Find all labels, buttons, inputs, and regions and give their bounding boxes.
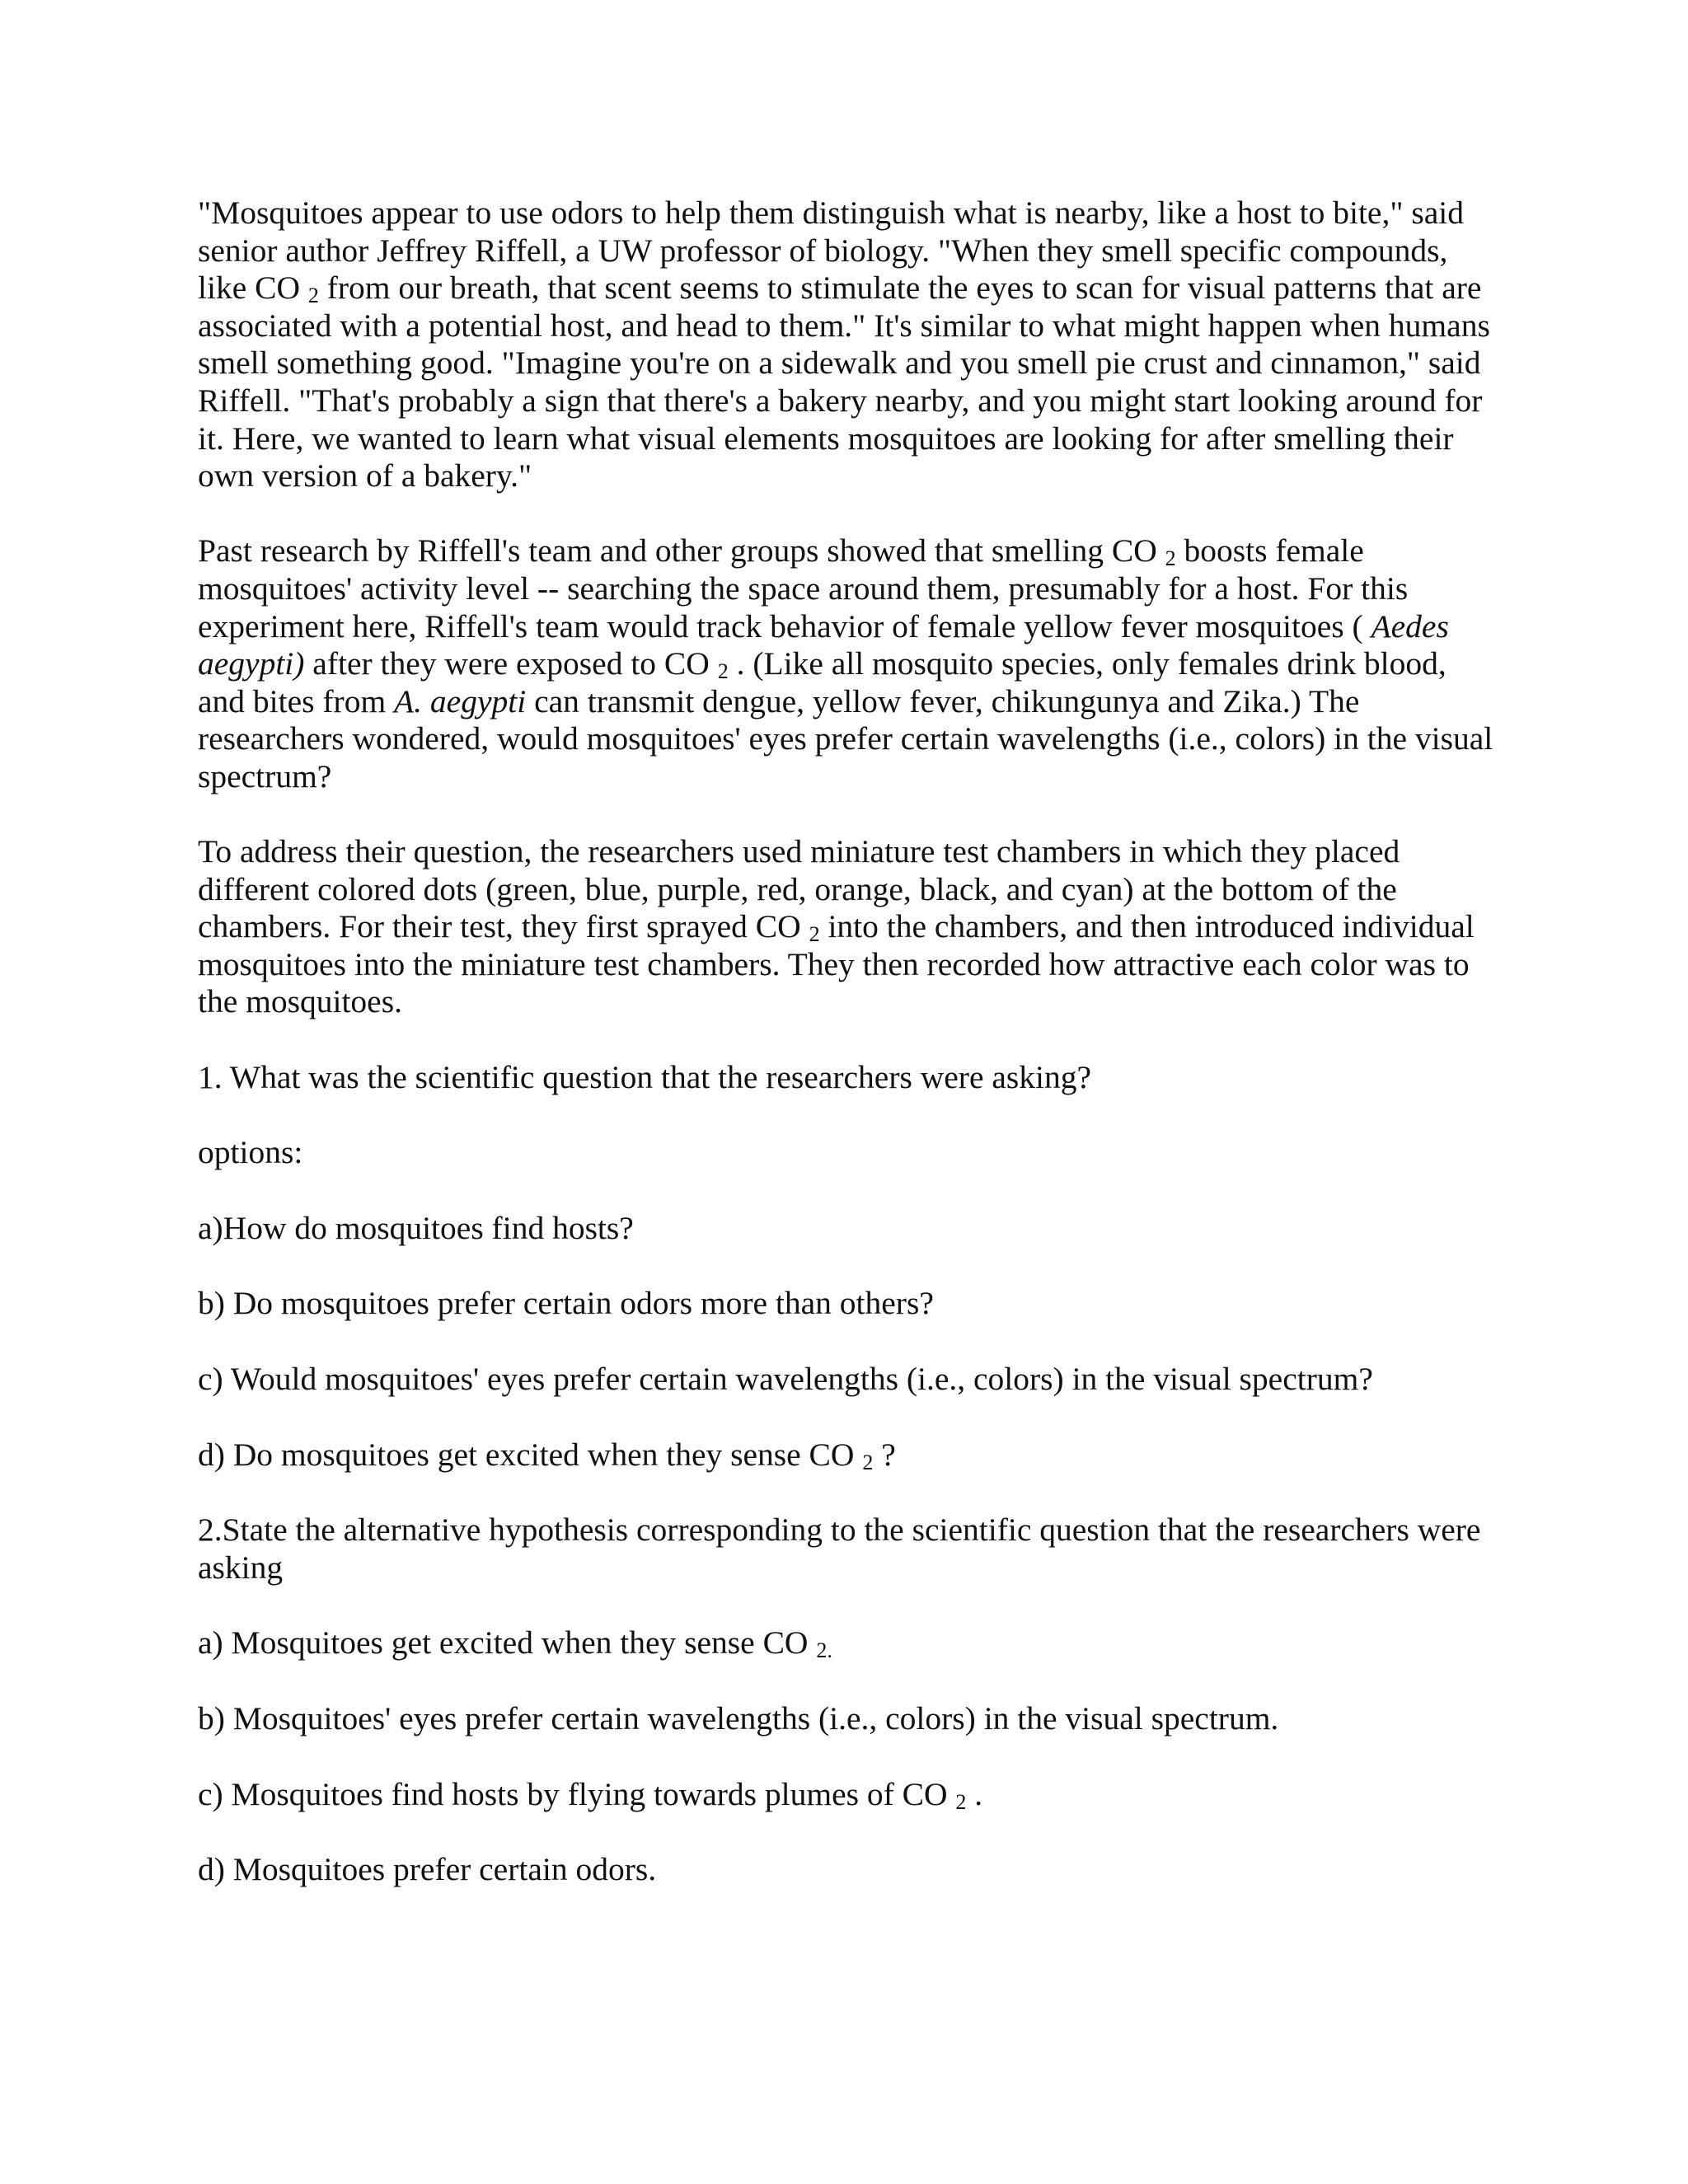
text-run: c) Mosquitoes find hosts by flying towards plumes of CO bbox=[198, 1775, 956, 1812]
q1-option-a: a)How do mosquitoes find hosts? bbox=[198, 1209, 634, 1246]
text-run: . (Like all mosquito species, only females drink blood, and bites from bbox=[198, 645, 1447, 719]
subscript: 2 bbox=[717, 659, 729, 684]
question-2: 2.State the alternative hypothesis corresponding to the scientific question that the researchers were asking bbox=[198, 1511, 1481, 1586]
text-run: ? bbox=[873, 1436, 896, 1473]
q2-option-c bbox=[198, 1776, 1500, 1814]
text-run: Past research by Riffell's team and other groups showed that smelling CO bbox=[198, 532, 1165, 569]
species-abbrev: A. aegypti bbox=[394, 682, 527, 719]
subscript: 2 bbox=[1165, 546, 1176, 571]
text-run: after they were exposed to CO bbox=[304, 645, 718, 682]
text-run: d) Do mosquitoes get excited when they sense CO bbox=[198, 1436, 863, 1473]
q2-option-b: b) Mosquitoes' eyes prefer certain wavelengths (i.e., colors) in the visual spectrum. bbox=[198, 1700, 1279, 1736]
q1-option-d bbox=[198, 1436, 1500, 1474]
text-run: boosts female mosquitoes' activity level -- searching the space around them, presumably for a host. For this experiment here, Riffell's team would track behavior of female yellow fever mosquitoes ( bbox=[198, 532, 1409, 644]
subscript: 2 bbox=[809, 922, 820, 947]
subscript: 2 bbox=[307, 284, 319, 308]
subscript: 2. bbox=[816, 1638, 832, 1663]
q1-option-c: c) Would mosquitoes' eyes prefer certain wavelengths (i.e., colors) in the visual spectrum? bbox=[198, 1361, 1373, 1398]
subscript: 2 bbox=[862, 1450, 874, 1474]
text-run: . bbox=[966, 1775, 983, 1812]
text-run: from our breath, that scent seems to stimulate the eyes to scan for visual patterns that are associated with a potential host, and head to them." It's similar to what might happen when humans smell something good. "Imagine you're on a sidewalk and you smell pie crust and cinnamon," said Riffell. "That's probably a sign that there's a bakery nearby, and you might start looking around for it. Here, we wanted to learn what visual elements mosquitoes are looking for after smelling their own version of a bakery." bbox=[198, 269, 1490, 494]
method-paragraph bbox=[198, 833, 1500, 1021]
question-1: 1. What was the scientific question that the researchers were asking? bbox=[198, 1058, 1092, 1095]
text-run: a) Mosquitoes get excited when they sense CO bbox=[198, 1624, 817, 1661]
q2-option-a bbox=[198, 1624, 1500, 1662]
subscript: 2 bbox=[955, 1789, 967, 1814]
text-run: "Mosquitoes appear to use odors to help them distinguish what is nearby, like a host to bite," said senior author Jeffrey Riffell, a UW professor of biology. "When they smell specific compounds, like CO bbox=[198, 194, 1464, 307]
document-page bbox=[198, 194, 1500, 1927]
options-label: options: bbox=[198, 1134, 303, 1171]
species-name: Aedes aegypti) bbox=[198, 607, 1449, 682]
q1-option-b: b) Do mosquitoes prefer certain odors more than others? bbox=[198, 1285, 934, 1322]
background-paragraph bbox=[198, 532, 1500, 795]
q2-option-d: d) Mosquitoes prefer certain odors. bbox=[198, 1851, 657, 1888]
text-run: into the chambers, and then introduced individual mosquitoes into the miniature test chambers. They then recorded how attractive each color was to the mosquitoes. bbox=[198, 908, 1475, 1020]
text-run: can transmit dengue, yellow fever, chikungunya and Zika.) The researchers wondered, would mosquitoes' eyes prefer certain wavelengths (i.e., colors) in the visual spectrum? bbox=[198, 682, 1493, 794]
intro-paragraph bbox=[198, 194, 1500, 495]
text-run: To address their question, the researchers used miniature test chambers in which they placed different colored dots (green, blue, purple, red, orange, black, and cyan) at the bottom of the chambers. For their test, they first sprayed CO bbox=[198, 833, 1400, 945]
